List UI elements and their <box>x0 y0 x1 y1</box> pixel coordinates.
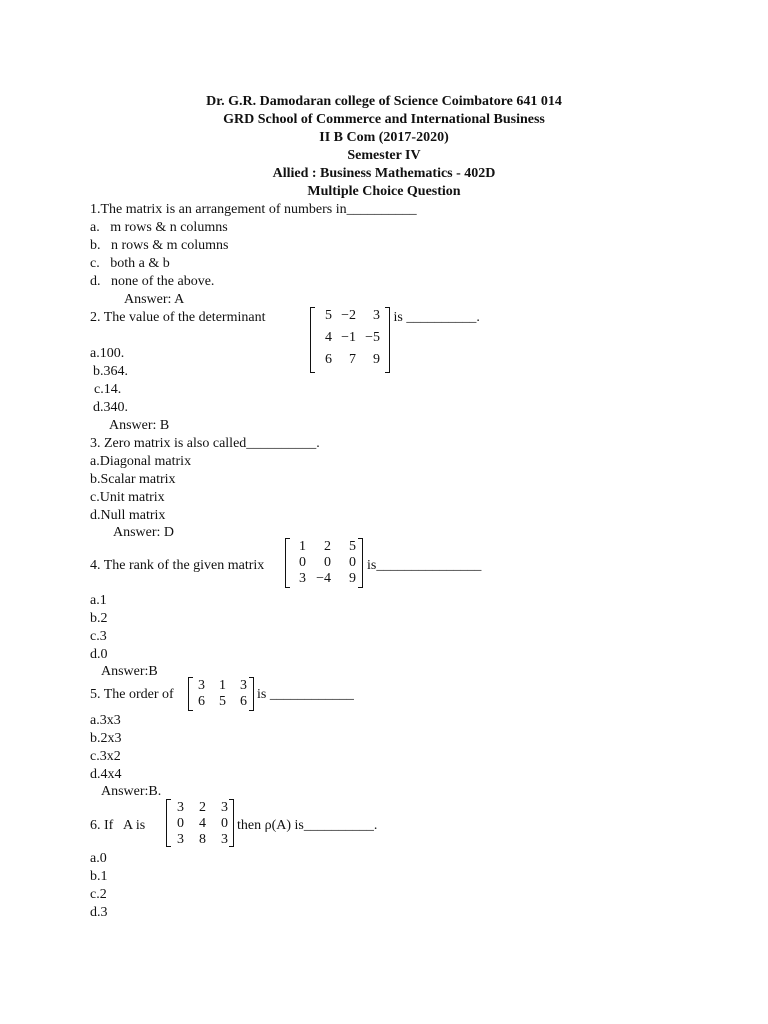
q6-option-a: a.0 <box>90 851 107 866</box>
question-1: 1.The matrix is an arrangement of numbers in__________ <box>90 202 417 217</box>
q6-suffix: then ρ(A) is__________. <box>237 818 378 833</box>
matrix-cell: 3 <box>221 800 228 815</box>
q4-answer: Answer:B <box>101 664 158 679</box>
q2-option-a: a.100. <box>90 346 125 361</box>
q4-option-d: d.0 <box>90 647 108 662</box>
matrix-right-bracket <box>249 677 254 711</box>
matrix-cell: 4 <box>199 816 206 831</box>
q4-suffix: is_______________ <box>367 558 482 573</box>
q3-option-c: c.Unit matrix <box>90 490 165 505</box>
matrix-cell: 3 <box>299 571 306 586</box>
matrix-cell: 5 <box>349 539 356 554</box>
matrix-cell: 8 <box>199 832 206 847</box>
matrix-cell: 3 <box>240 678 247 693</box>
matrix-cell: 6 <box>325 352 332 367</box>
subject-title: Allied : Business Mathematics - 402D <box>272 166 496 181</box>
q5-option-a: a.3x3 <box>90 713 121 728</box>
matrix-cell: 4 <box>325 330 332 345</box>
matrix-cell: 6 <box>240 694 247 709</box>
matrix-cell: 1 <box>219 678 226 693</box>
q2-option-c: c.14. <box>94 382 122 397</box>
matrix-cell: 5 <box>325 308 332 323</box>
question-4: 4. The rank of the given matrix <box>90 558 265 573</box>
matrix-cell: 0 <box>299 555 306 570</box>
matrix-cell: 1 <box>299 539 306 554</box>
matrix-cell: −1 <box>341 330 356 345</box>
q4-option-c: c.3 <box>90 629 107 644</box>
semester: Semester IV <box>347 148 421 163</box>
q2-suffix: is __________. <box>390 310 480 325</box>
matrix-right-bracket <box>229 799 234 847</box>
q5-answer: Answer:B. <box>101 784 162 799</box>
q1-answer: Answer: A <box>124 292 185 307</box>
determinant-matrix <box>310 307 390 373</box>
matrix-cell: −4 <box>316 571 331 586</box>
matrix-cell: 0 <box>177 816 184 831</box>
matrix-a <box>166 799 234 847</box>
matrix-cell: 0 <box>349 555 356 570</box>
q5-option-c: c.3x2 <box>90 749 121 764</box>
q5-suffix: is ____________ <box>257 687 354 702</box>
rank-matrix <box>285 538 363 588</box>
matrix-cell: −2 <box>341 308 356 323</box>
q1-option-b: b. n rows & m columns <box>90 238 229 253</box>
matrix-right-bracket <box>358 538 363 588</box>
matrix-cell: 3 <box>177 800 184 815</box>
question-5: 5. The order of <box>90 687 174 702</box>
q1-option-c: c. both a & b <box>90 256 170 271</box>
matrix-cell: 9 <box>349 571 356 586</box>
question-6: 6. If A is <box>90 818 146 833</box>
matrix-cell: 2 <box>199 800 206 815</box>
q3-option-b: b.Scalar matrix <box>90 472 176 487</box>
matrix-cell: 3 <box>221 832 228 847</box>
matrix-cell: 3 <box>198 678 205 693</box>
matrix-cell: 3 <box>177 832 184 847</box>
q6-option-d: d.3 <box>90 905 108 920</box>
q2-option-d: d.340. <box>93 400 128 415</box>
q3-answer: Answer: D <box>113 525 175 540</box>
q4-option-b: b.2 <box>90 611 108 626</box>
q3-option-d: d.Null matrix <box>90 508 166 523</box>
question-2: 2. The value of the determinant <box>90 310 266 325</box>
matrix-cell: 9 <box>373 352 380 367</box>
question-3: 3. Zero matrix is also called__________. <box>90 436 320 451</box>
q6-option-b: b.1 <box>90 869 108 884</box>
matrix-cell: −5 <box>365 330 380 345</box>
order-matrix <box>188 677 254 711</box>
q5-option-d: d.4x4 <box>90 767 122 782</box>
q2-option-b: b.364. <box>93 364 128 379</box>
q5-option-b: b.2x3 <box>90 731 122 746</box>
q4-option-a: a.1 <box>90 593 107 608</box>
matrix-cell: 3 <box>373 308 380 323</box>
school-name: GRD School of Commerce and International Business <box>223 112 545 127</box>
q3-option-a: a.Diagonal matrix <box>90 454 192 469</box>
matrix-cell: 6 <box>198 694 205 709</box>
course-years: II B Com (2017-2020) <box>319 130 449 145</box>
matrix-cell: 0 <box>324 555 331 570</box>
matrix-cell: 7 <box>349 352 356 367</box>
college-name: Dr. G.R. Damodaran college of Science Coimbatore 641 014 <box>206 94 562 109</box>
q2-answer: Answer: B <box>109 418 170 433</box>
q6-option-c: c.2 <box>90 887 107 902</box>
matrix-cell: 2 <box>324 539 331 554</box>
matrix-cell: 0 <box>221 816 228 831</box>
matrix-cell: 5 <box>219 694 226 709</box>
section-title: Multiple Choice Question <box>307 184 461 199</box>
q1-option-d: d. none of the above. <box>90 274 215 289</box>
q1-option-a: a. m rows & n columns <box>90 220 228 235</box>
